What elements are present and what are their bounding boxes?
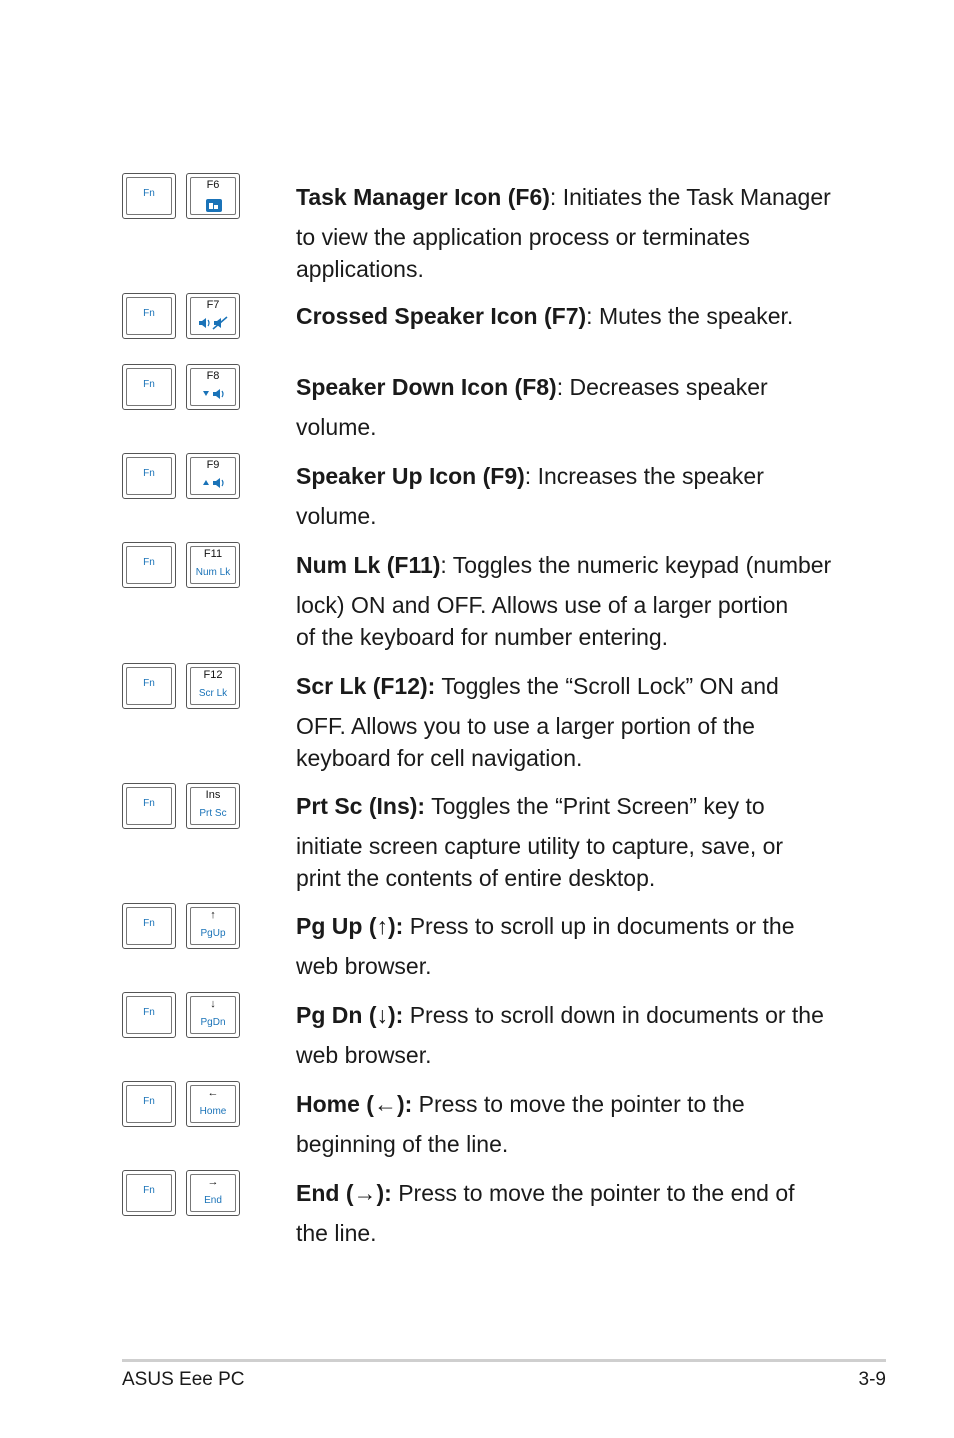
entry-title: Prt Sc (Ins): xyxy=(296,793,426,819)
entry-title: Pg Dn (↓): xyxy=(296,1002,404,1028)
fn-key xyxy=(122,293,176,339)
entry-text-continued: to view the application process or terminates applications. xyxy=(296,224,750,282)
fn-key xyxy=(122,1081,176,1127)
entry-text-continued: beginning of the line. xyxy=(296,1131,509,1157)
entry-text-continued: OFF. Allows you to use a larger portion of the keyboard for cell navigation. xyxy=(296,713,755,771)
up-arrow-icon: ↑ xyxy=(210,909,216,921)
fn-key xyxy=(122,903,176,949)
fn-key-label: Fn xyxy=(143,1007,155,1018)
fn-key-label: Fn xyxy=(143,379,155,390)
separator: : xyxy=(440,552,453,578)
entry-title: Home (←): xyxy=(296,1091,413,1117)
fn-key xyxy=(122,1170,176,1216)
entry-text: Press to move the pointer to the end of xyxy=(398,1180,795,1206)
f8-key-label: F8 xyxy=(206,370,220,382)
fn-key-label: Fn xyxy=(143,1096,155,1107)
fn-key-label: Fn xyxy=(143,798,155,809)
fn-key-label: Fn xyxy=(143,468,155,479)
f11-key xyxy=(186,542,240,588)
key-combo xyxy=(122,364,242,412)
description xyxy=(296,181,856,285)
fn-key xyxy=(122,542,176,588)
key-combo xyxy=(122,663,242,711)
f9-key-label: F9 xyxy=(206,459,220,471)
fn-key xyxy=(122,173,176,219)
key-combo xyxy=(122,1081,242,1129)
entry-title: End (→): xyxy=(296,1180,392,1206)
description xyxy=(296,999,856,1071)
f6-key-label: F6 xyxy=(206,179,220,191)
entry-text-continued: lock) ON and OFF. Allows use of a larger portion of the keyboard for number entering. xyxy=(296,592,789,650)
description xyxy=(296,1088,856,1160)
down-arrow-icon: ↓ xyxy=(210,998,216,1010)
key-combo xyxy=(122,542,242,590)
right-arrow-key xyxy=(186,1170,240,1216)
entry-text: Initiates the Task Manager xyxy=(562,184,831,210)
prt-sc-key-sublabel: Prt Sc xyxy=(199,808,227,819)
entry-text: Toggles the “Scroll Lock” ON and xyxy=(441,673,779,699)
pgup-key-sublabel: PgUp xyxy=(200,928,226,939)
f9-key xyxy=(186,453,240,499)
separator: : xyxy=(586,303,599,329)
entry-title: Scr Lk (F12): xyxy=(296,673,436,699)
key-combo xyxy=(122,293,242,341)
fn-key-label: Fn xyxy=(143,188,155,199)
key-combo xyxy=(122,1170,242,1218)
entry-text-continued: volume. xyxy=(296,503,377,529)
description xyxy=(296,670,856,774)
separator: : xyxy=(524,463,538,489)
speaker-up-icon xyxy=(201,476,229,490)
right-arrow-icon: → xyxy=(207,1176,219,1188)
fn-key xyxy=(122,992,176,1038)
entry-text: Press to scroll down in documents or the xyxy=(409,1002,824,1028)
fn-key-label: Fn xyxy=(143,918,155,929)
entry-text-continued: the line. xyxy=(296,1220,377,1246)
key-combo xyxy=(122,173,242,221)
ins-key xyxy=(186,783,240,829)
f6-key xyxy=(186,173,240,219)
key-combo xyxy=(122,903,242,951)
footer-divider xyxy=(122,1359,886,1362)
entry-text-continued: web browser. xyxy=(296,953,432,979)
key-combo xyxy=(122,783,242,831)
fn-key xyxy=(122,453,176,499)
entry-title: Num Lk (F11) xyxy=(296,552,441,578)
fn-key xyxy=(122,663,176,709)
key-combo xyxy=(122,992,242,1040)
down-arrow-key xyxy=(186,992,240,1038)
entry-text: Increases the speaker xyxy=(537,463,764,489)
left-arrow-key xyxy=(186,1081,240,1127)
footer-product-name: ASUS Eee PC xyxy=(122,1369,245,1390)
entry-text: Press to scroll up in documents or the xyxy=(409,913,795,939)
entry-text: Toggles the numeric keypad (number xyxy=(452,552,832,578)
entry-title: Task Manager Icon (F6) xyxy=(296,184,550,210)
entry-title: Speaker Up Icon (F9) xyxy=(296,463,525,489)
entry-text: Toggles the “Print Screen” key to xyxy=(431,793,765,819)
entry-text-continued: volume. xyxy=(296,414,377,440)
f12-key-label: F12 xyxy=(203,669,223,681)
fn-key-label: Fn xyxy=(143,557,155,568)
pgdn-key-sublabel: PgDn xyxy=(200,1017,226,1028)
f7-key xyxy=(186,293,240,339)
f12-key xyxy=(186,663,240,709)
entry-text: Mutes the speaker. xyxy=(598,303,794,329)
scr-lk-key-sublabel: Scr Lk xyxy=(198,688,228,699)
page-number: 3-9 xyxy=(858,1369,886,1390)
description xyxy=(296,1177,856,1249)
separator: : xyxy=(549,184,563,210)
entry-text: Press to move the pointer to the xyxy=(418,1091,745,1117)
up-arrow-key xyxy=(186,903,240,949)
entry-title: Pg Up (↑): xyxy=(296,913,404,939)
task-manager-icon xyxy=(204,196,224,214)
home-key-sublabel: Home xyxy=(199,1106,227,1117)
separator: : xyxy=(556,374,570,400)
f7-key-label: F7 xyxy=(206,299,220,311)
entry-text: Decreases speaker xyxy=(569,374,768,400)
crossed-speaker-icon xyxy=(197,316,231,330)
entry-text-continued: initiate screen capture utility to capture, save, or print the contents of entire desktop. xyxy=(296,833,784,891)
fn-key xyxy=(122,364,176,410)
description xyxy=(296,790,856,894)
fn-key-label: Fn xyxy=(143,678,155,689)
description xyxy=(296,910,856,982)
entry-title: Crossed Speaker Icon (F7) xyxy=(296,303,587,329)
ins-key-label: Ins xyxy=(205,789,221,801)
end-key-sublabel: End xyxy=(204,1195,222,1206)
left-arrow-icon: ← xyxy=(207,1087,219,1099)
num-lk-key-sublabel: Num Lk xyxy=(195,567,231,578)
speaker-down-icon xyxy=(201,387,229,401)
fn-key-label: Fn xyxy=(143,308,155,319)
entry-title: Speaker Down Icon (F8) xyxy=(296,374,557,400)
key-combo xyxy=(122,453,242,501)
description xyxy=(296,300,856,340)
entry-text-continued: web browser. xyxy=(296,1042,432,1068)
description xyxy=(296,371,856,443)
f8-key xyxy=(186,364,240,410)
description xyxy=(296,549,856,653)
f11-key-label: F11 xyxy=(203,548,223,560)
fn-key-label: Fn xyxy=(143,1185,155,1196)
fn-key xyxy=(122,783,176,829)
description xyxy=(296,460,856,532)
